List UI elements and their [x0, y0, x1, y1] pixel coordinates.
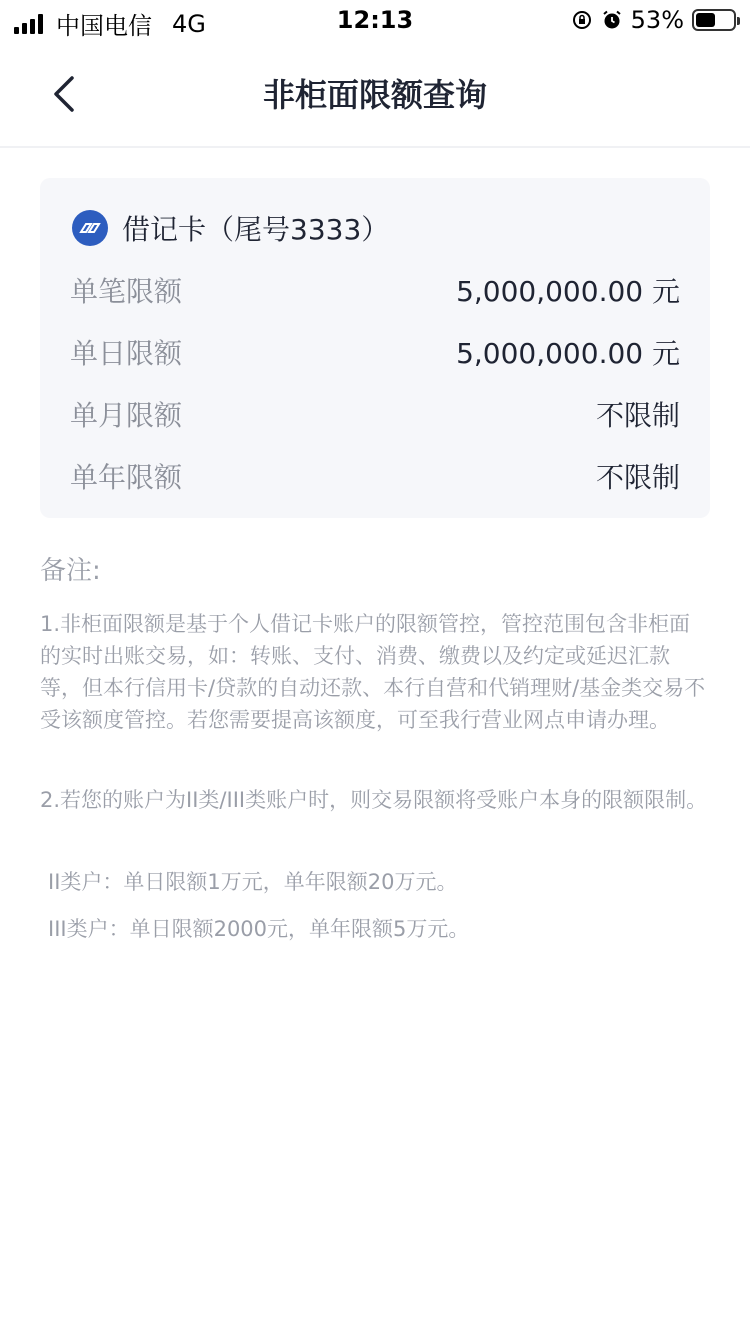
limit-value: 5,000,000.00 元: [456, 337, 680, 370]
note-paragraph-1: 1.非柜面限额是基于个人借记卡账户的限额管控，管控范围包含非柜面的实时出账交易，如：转账、支付、消费、缴费以及约定或延迟汇款等，但本行信用卡/贷款的自动还款、本行自营和代销理财/基金类交易不受该额度管控。若您需要提高该额度，可至我行营业网点申请办理。: [40, 612, 706, 732]
note-class-ii: II类户：单日限额1万元，单年限额20万元。: [48, 870, 458, 894]
network-type: 4G: [172, 9, 206, 38]
nav-bar: [0, 40, 750, 148]
limit-label: 单日限额: [70, 337, 183, 370]
battery-fill: [696, 13, 715, 27]
limit-value: 5,000,000.00 元: [456, 275, 680, 308]
battery-percent: 53%: [630, 6, 684, 34]
status-time: 12:13: [336, 6, 414, 34]
limit-row-monthly: [70, 394, 680, 434]
limit-card: [40, 178, 710, 518]
note-class-iii: III类户：单日限额2000元，单年限额5万元。: [48, 917, 470, 941]
limit-row-yearly: [70, 456, 680, 496]
limit-value: 不限制: [595, 461, 680, 494]
alarm-icon: [601, 9, 623, 31]
bank-logo-icon: [72, 210, 108, 246]
limit-value: 不限制: [595, 399, 680, 432]
limit-row-daily: [70, 332, 680, 372]
note-paragraph-2: 2.若您的账户为II类/III类账户时，则交易限额将受账户本身的限额限制。: [40, 788, 708, 812]
notes-title: 备注:: [40, 556, 101, 586]
limit-label: 单月限额: [70, 399, 183, 432]
orientation-lock-icon: [571, 9, 593, 31]
limit-label: 单笔限额: [70, 275, 183, 308]
card-header: [72, 208, 389, 248]
status-bar: [0, 0, 750, 40]
limit-label: 单年限额: [70, 461, 183, 494]
status-right: [571, 6, 736, 34]
card-title: 借记卡（尾号3333）: [122, 213, 390, 246]
battery-icon: [692, 9, 736, 31]
carrier-name: 中国电信: [56, 12, 152, 40]
limit-row-per-transaction: [70, 270, 680, 310]
page-title: 非柜面限额查询: [262, 76, 487, 114]
